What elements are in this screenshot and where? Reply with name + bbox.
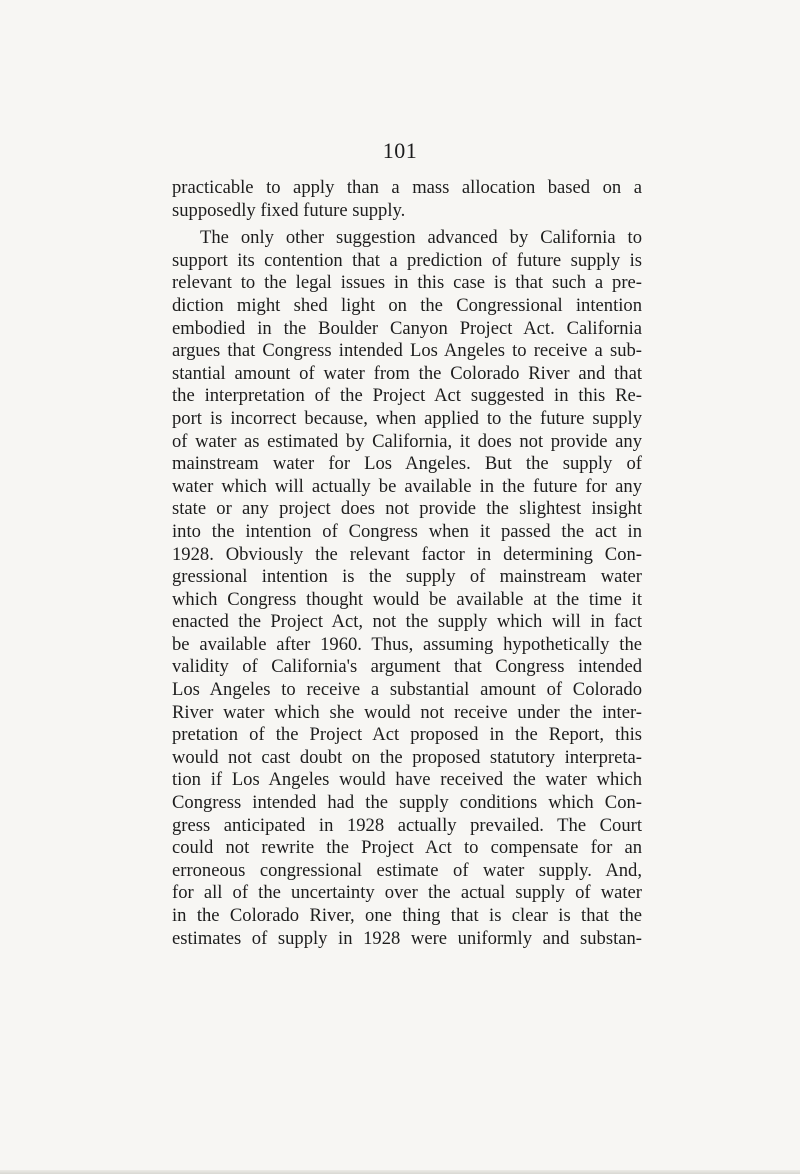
- text-line: The only other suggestion advanced by California to: [200, 227, 642, 249]
- text-line: argues that Congress intended Los Angeles to receive a sub-: [172, 340, 642, 362]
- text-line: Los Angeles to receive a substantial amount of Colorado: [172, 679, 642, 701]
- text-line: supposedly fixed future supply.: [172, 199, 406, 221]
- text-line: embodied in the Boulder Canyon Project Act. California: [172, 317, 642, 339]
- text-line: into the intention of Congress when it passed the act in: [172, 520, 642, 542]
- paragraph-2: [172, 227, 642, 950]
- text-line: water which will actually be available in the future for any: [172, 475, 642, 497]
- text-line: 1928. Obviously the relevant factor in determining Con-: [172, 543, 642, 565]
- text-line: River water which she would not receive under the inter-: [172, 701, 642, 723]
- text-line: the interpretation of the Project Act suggested in this Re-: [172, 385, 642, 407]
- text-line: enacted the Project Act, not the supply which will in fact: [172, 611, 642, 633]
- text-line: Congress intended had the supply conditions which Con-: [172, 792, 642, 814]
- text-line: for all of the uncertainty over the actual supply of water: [172, 882, 642, 904]
- text-line: mainstream water for Los Angeles. But the supply of: [172, 453, 642, 475]
- text-line: in the Colorado River, one thing that is clear is that the: [172, 905, 642, 926]
- text-line: validity of California's argument that Congress intended: [172, 656, 642, 678]
- text-line: relevant to the legal issues in this case is that such a pre-: [172, 272, 642, 294]
- text-line: tion if Los Angeles would have received the water which: [172, 769, 642, 791]
- text-line: practicable to apply than a mass allocation based on a: [172, 177, 642, 198]
- text-line: be available after 1960. Thus, assuming hypothetically the: [172, 633, 642, 655]
- page-bottom-edge: [0, 1170, 800, 1174]
- page-number: 101: [382, 138, 418, 163]
- text-line: of water as estimated by California, it does not provide any: [172, 430, 642, 452]
- paragraph-1: [172, 177, 642, 222]
- text-line: support its contention that a prediction of future supply is: [172, 249, 642, 271]
- text-line: erroneous congressional estimate of water supply. And,: [172, 859, 642, 881]
- text-line: gress anticipated in 1928 actually prevailed. The Court: [172, 814, 642, 836]
- text-line: diction might shed light on the Congressional intention: [172, 294, 642, 316]
- text-line: pretation of the Project Act proposed in the Report, this: [172, 724, 642, 746]
- text-line: port is incorrect because, when applied to the future supply: [172, 407, 642, 429]
- text-line: gressional intention is the supply of mainstream water: [172, 566, 642, 588]
- text-line: could not rewrite the Project Act to compensate for an: [172, 837, 642, 859]
- text-line: estimates of supply in 1928 were uniformly and substan-: [172, 927, 642, 949]
- text-line: would not cast doubt on the proposed statutory interpreta-: [172, 746, 642, 768]
- text-line: which Congress thought would be available at the time it: [172, 588, 642, 610]
- body-text: [172, 177, 642, 950]
- text-line: stantial amount of water from the Colorado River and that: [172, 362, 642, 384]
- text-line: state or any project does not provide the slightest insight: [172, 498, 642, 520]
